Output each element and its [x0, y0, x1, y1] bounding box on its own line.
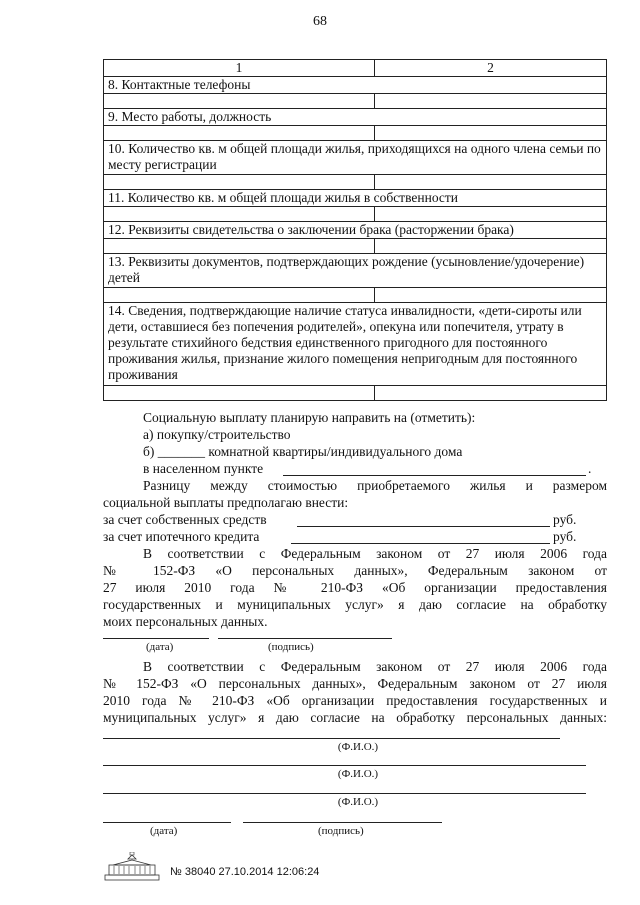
option-b: б) _______ комнатной квартиры/индивидуального дома	[143, 444, 463, 459]
row-value-cell	[104, 207, 375, 222]
date-line-2[interactable]	[103, 822, 231, 823]
row-value-cell	[104, 126, 375, 141]
fio-line-1[interactable]	[103, 738, 560, 739]
difference-line-1: Разницу между стоимостью приобретаемого жилья и размером	[143, 478, 607, 493]
consent2-line-3: 2010 года № 210-ФЗ «Об организации предоставления государственных и	[103, 693, 607, 708]
fio-caption-1: (Ф.И.О.)	[337, 741, 379, 753]
date-caption-2: (дата)	[150, 825, 178, 837]
mortgage-currency: руб.	[553, 529, 577, 544]
own-funds-label: за счет собственных средств	[103, 512, 267, 527]
settlement-input-line[interactable]	[283, 475, 586, 476]
settlement-label: в населенном пункте	[143, 461, 264, 476]
own-funds-currency: руб.	[553, 512, 577, 527]
row-value-cell	[104, 94, 375, 109]
fio-caption-2: (Ф.И.О.)	[337, 768, 379, 780]
row-value-cell	[375, 288, 607, 303]
row-label-birth-documents: 13. Реквизиты документов, подтверждающих рождение (усыновление/удочерение) детей	[104, 254, 607, 288]
signature-line-1[interactable]	[218, 638, 392, 639]
row-label-marriage-certificate: 12. Реквизиты свидетельства о заключении брака (расторжении брака)	[104, 222, 607, 239]
row-value-cell	[375, 239, 607, 254]
row-label-status-info: 14. Сведения, подтверждающие наличие статуса инвалидности, «дети-сироты или дети, оставшиеся без попечения родителей», опекуна или попечителя, утрату в результате стихийного бедствия единственного пригодного для постоянного проживания жилья, признание жилого помещения непригодным для постоянного проживания	[104, 303, 607, 386]
signature-caption-2: (подпись)	[318, 825, 364, 837]
consent1-line-4: государственных и муниципальных услуг» я даю согласие на обработку	[103, 597, 607, 612]
consent2-line-4: муниципальных услуг» я даю согласие на обработку персональных данных:	[103, 710, 607, 725]
row-value-cell	[375, 207, 607, 222]
consent1-line-1: В соответствии с Федеральным законом от 27 июля 2006 года	[143, 546, 607, 561]
option-a: а) покупку/строительство	[143, 427, 291, 442]
social-payment-line: Социальную выплату планирую направить на (отметить):	[143, 410, 476, 425]
consent2-line-1: В соответствии с Федеральным законом от 27 июля 2006 года	[143, 659, 607, 674]
signature-caption-1: (подпись)	[268, 641, 314, 653]
fio-line-2[interactable]	[103, 765, 586, 766]
page-number: 68	[313, 14, 327, 29]
fio-caption-3: (Ф.И.О.)	[337, 796, 379, 808]
info-table	[103, 59, 607, 401]
row-label-phones: 8. Контактные телефоны	[104, 77, 607, 94]
difference-line-2: социальной выплаты предполагаю внести:	[103, 495, 349, 510]
row-value-cell	[375, 126, 607, 141]
date-line-1[interactable]	[103, 638, 209, 639]
row-value-cell	[104, 386, 375, 401]
column-header-2: 2	[375, 60, 607, 77]
row-value-cell	[104, 239, 375, 254]
row-label-owned-area: 11. Количество кв. м общей площади жилья в собственности	[104, 190, 607, 207]
own-funds-input-line[interactable]	[297, 526, 550, 527]
consent1-line-3: 27 июля 2010 года № 210-ФЗ «Об организации предоставления	[103, 580, 607, 595]
consent1-line-2: № 152-ФЗ «О персональных данных», Федеральным законом от	[103, 563, 607, 578]
consent1-line-5: моих персональных данных.	[103, 614, 268, 629]
government-building-logo	[103, 852, 161, 882]
mortgage-label: за счет ипотечного кредита	[103, 529, 260, 544]
settlement-end: .	[588, 461, 592, 476]
consent2-line-2: № 152-ФЗ «О персональных данных», Федеральным законом от 27 июля	[103, 676, 607, 691]
row-value-cell	[375, 94, 607, 109]
row-value-cell	[375, 386, 607, 401]
signature-line-2[interactable]	[243, 822, 442, 823]
date-caption-1: (дата)	[146, 641, 174, 653]
row-label-area-per-member: 10. Количество кв. м общей площади жилья, приходящихся на одного члена семьи по месту регистрации	[104, 141, 607, 175]
row-value-cell	[375, 175, 607, 190]
row-value-cell	[104, 288, 375, 303]
column-header-1: 1	[104, 60, 375, 77]
registration-stamp: № 38040 27.10.2014 12:06:24	[170, 866, 320, 878]
row-value-cell	[104, 175, 375, 190]
mortgage-input-line[interactable]	[291, 543, 550, 544]
fio-line-3[interactable]	[103, 793, 586, 794]
row-label-workplace: 9. Место работы, должность	[104, 109, 607, 126]
